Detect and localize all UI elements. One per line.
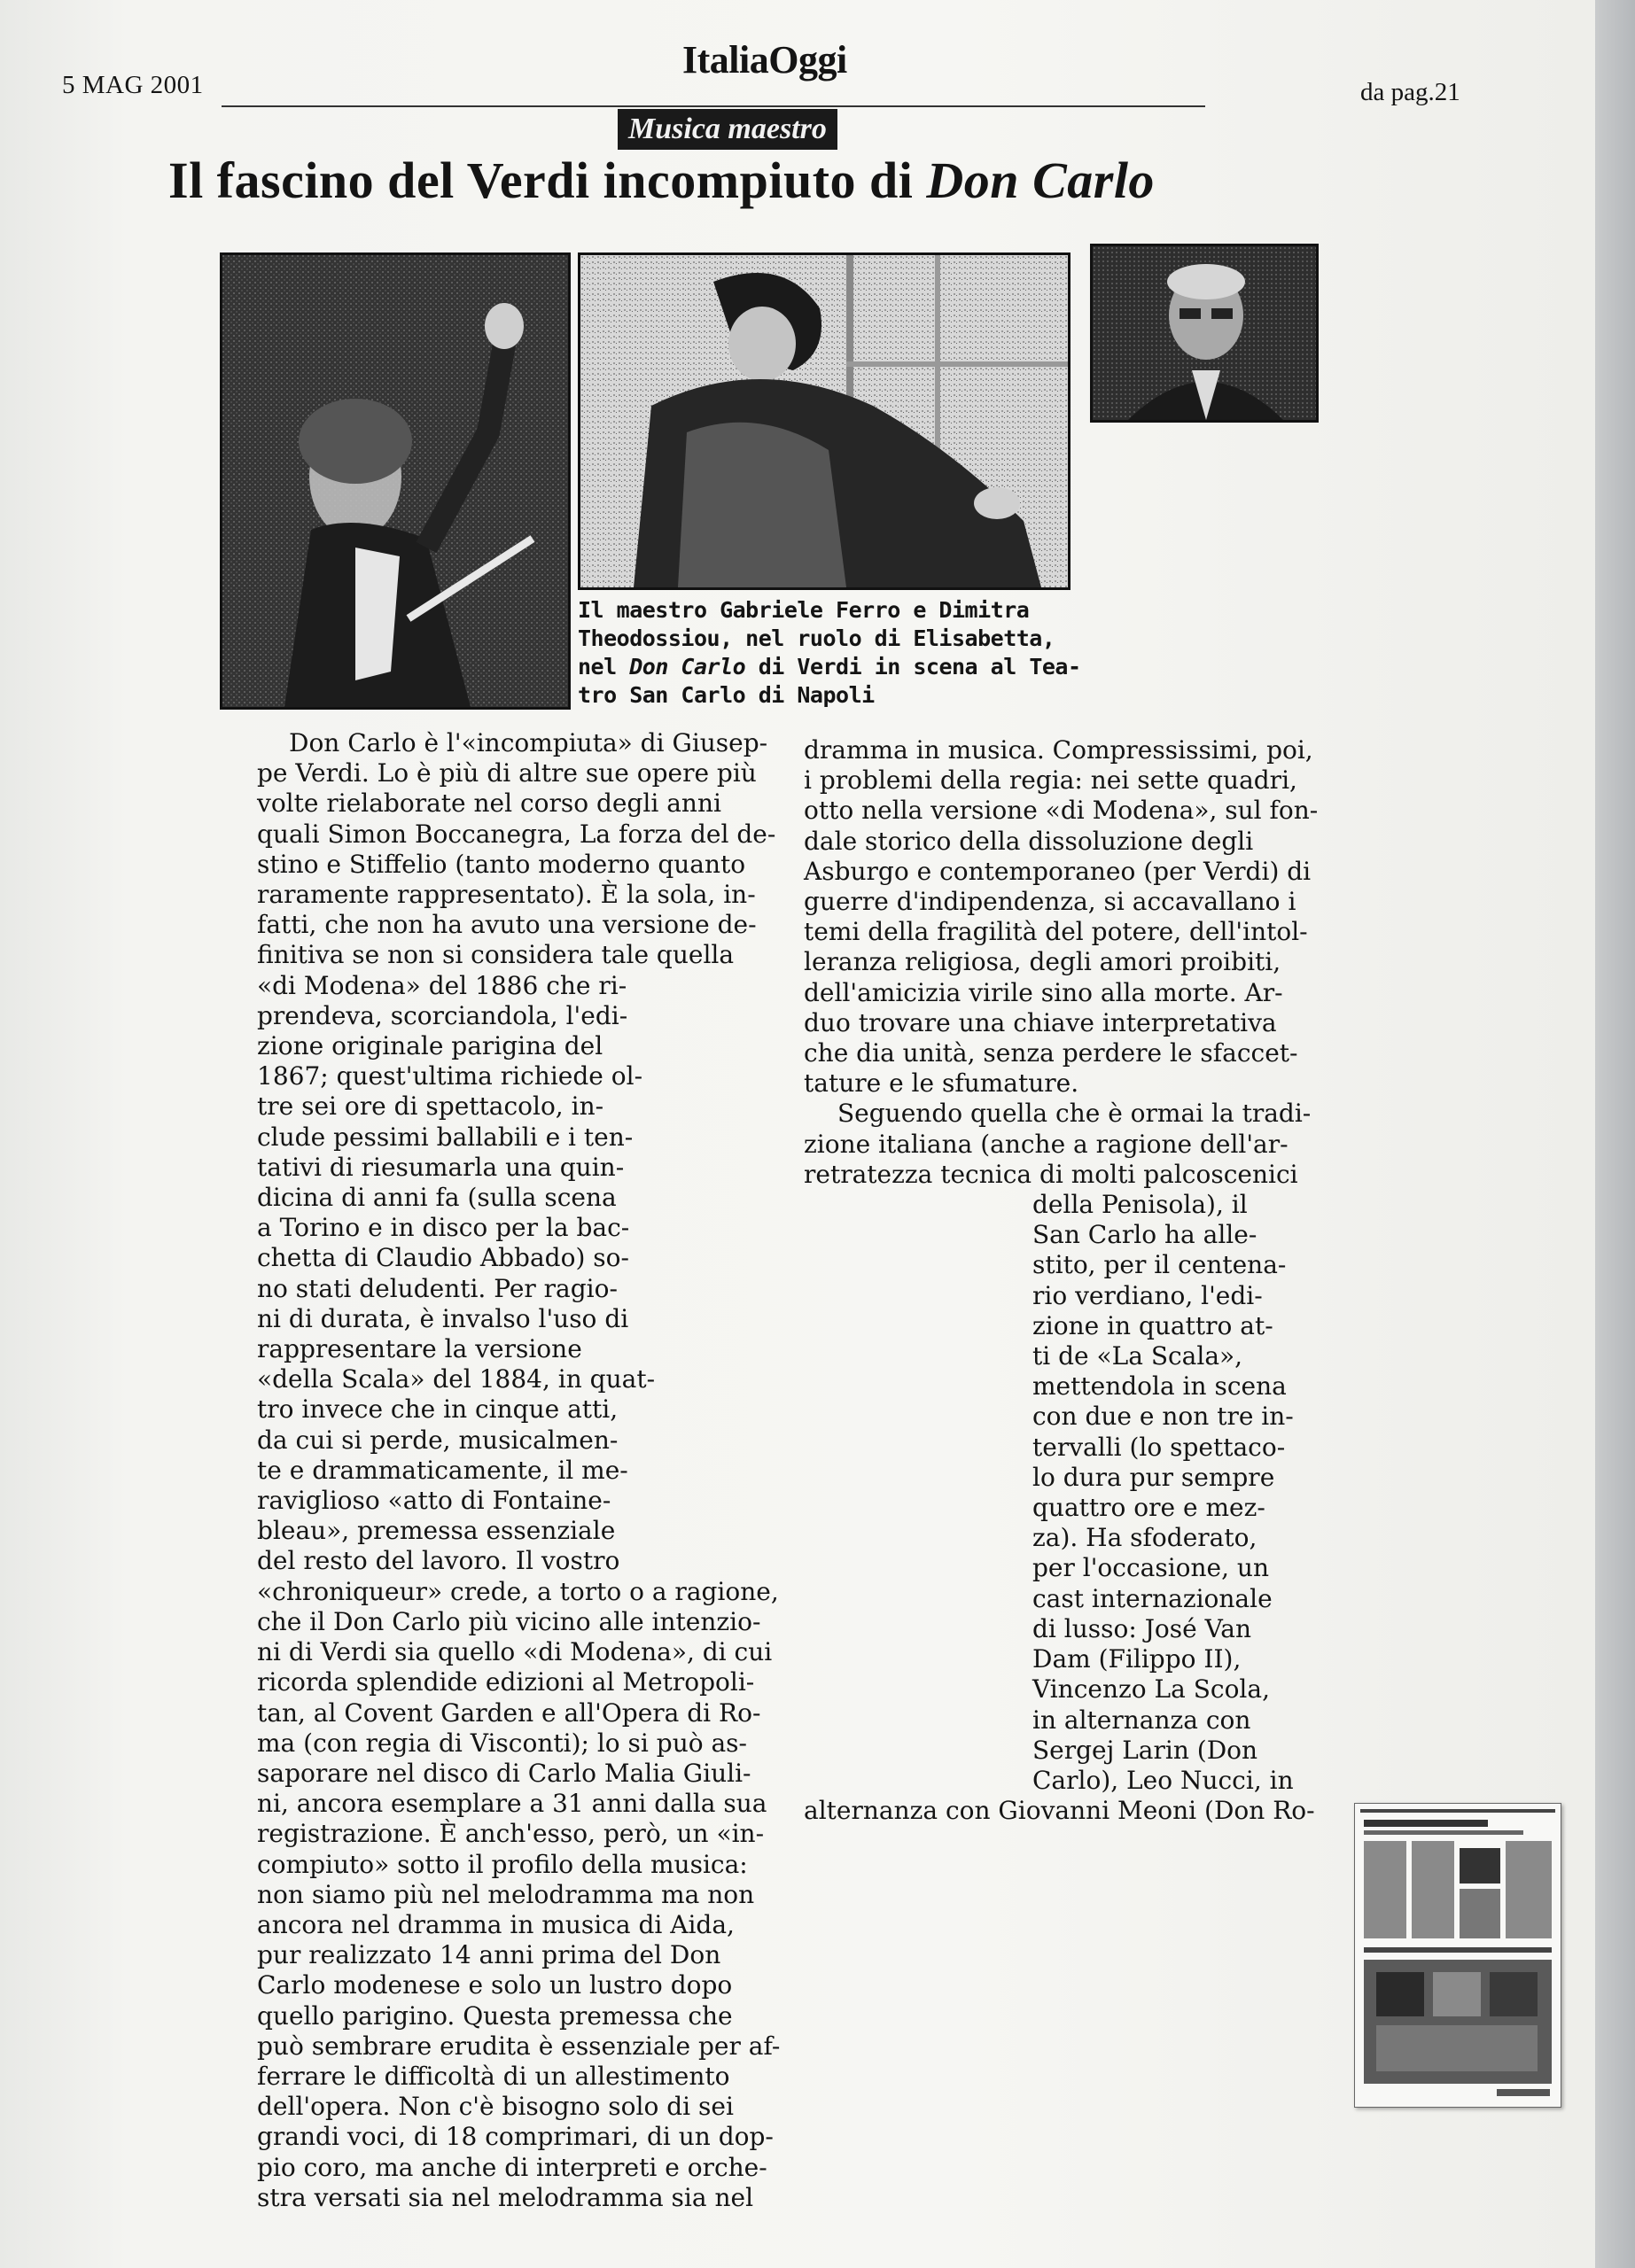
article-line: tan, al Covent Garden e all'Opera di Ro- bbox=[257, 1697, 761, 1728]
article-line: San Carlo ha alle- bbox=[1032, 1220, 1257, 1250]
article-line: zione originale parigina del bbox=[257, 1031, 603, 1061]
article-line: otto nella versione «di Modena», sul fon- bbox=[804, 796, 1319, 826]
article-line: guerre d'indipendenza, si accavallano i bbox=[804, 887, 1296, 917]
article-line: fatti, che non ha avuto una versione de- bbox=[257, 910, 757, 940]
article-line: zione italiana (anche a ragione dell'ar- bbox=[804, 1129, 1289, 1159]
headline-italic: Don Carlo bbox=[926, 151, 1155, 209]
article-line: pur realizzato 14 anni prima del Don bbox=[257, 1940, 721, 1970]
article-line: Asburgo e contemporaneo (per Verdi) di bbox=[804, 856, 1312, 886]
article-column-2 bbox=[804, 735, 1335, 1826]
page-thumbnail bbox=[1354, 1803, 1561, 2108]
article-line: alternanza con Giovanni Meoni (Don Ro- bbox=[804, 1796, 1315, 1826]
article-line: per l'occasione, un bbox=[1032, 1553, 1269, 1583]
article-line: quattro ore e mez- bbox=[1032, 1493, 1265, 1523]
article-line: pio coro, ma anche di interpreti e orche- bbox=[257, 2152, 767, 2182]
page-reference: da pag.21 bbox=[1360, 78, 1460, 106]
article-line: rio verdiano, l'edi- bbox=[1032, 1280, 1263, 1310]
article-line: ferrare le difficoltà di un allestimento bbox=[257, 2061, 730, 2091]
article-line: tro invece che in cinque atti, bbox=[257, 1394, 619, 1425]
article-line: di lusso: José Van bbox=[1032, 1613, 1251, 1643]
article-line: del resto del lavoro. Il vostro bbox=[257, 1546, 620, 1576]
article-line: tature e le sfumature. bbox=[804, 1068, 1079, 1099]
article-line: lo dura pur sempre bbox=[1032, 1462, 1275, 1492]
article-line: clude pessimi ballabili e i ten- bbox=[257, 1122, 634, 1152]
headline-main: Il fascino del Verdi incompiuto di bbox=[168, 151, 927, 209]
article-line: Don Carlo è l'«incompiuta» di Giusep- bbox=[289, 728, 768, 757]
article-line: ti de «La Scala», bbox=[1032, 1341, 1243, 1371]
article-line: Carlo), Leo Nucci, in bbox=[1032, 1765, 1294, 1795]
page-edge bbox=[1595, 0, 1635, 2268]
article-line: registrazione. È anch'esso, però, un «in- bbox=[257, 1819, 765, 1849]
article-line: chetta di Claudio Abbado) so- bbox=[257, 1243, 629, 1273]
article-column-1 bbox=[257, 728, 798, 2213]
article-line: ancora nel dramma in musica di Aida, bbox=[257, 1909, 735, 1939]
article-line: «di Modena» del 1886 che ri- bbox=[257, 970, 627, 1000]
article-line: Sergej Larin (Don bbox=[1032, 1735, 1258, 1765]
article-line: dell'opera. Non c'è bisogno solo di sei bbox=[257, 2092, 734, 2122]
article-line: «della Scala» del 1884, in quat- bbox=[257, 1364, 656, 1394]
article-line: duo trovare una chiave interpretativa bbox=[804, 1007, 1277, 1037]
article-line: compiuto» sotto il profilo della musica: bbox=[257, 1849, 748, 1879]
photo-portrait-image bbox=[1093, 246, 1316, 420]
issue-date: 5 MAG 2001 bbox=[62, 71, 204, 99]
article-line: raviglioso «atto di Fontaine- bbox=[257, 1486, 611, 1516]
caption-line: Il maestro Gabriele Ferro e Dimitra bbox=[578, 597, 1030, 623]
article-line: finitiva se non si considera tale quella bbox=[257, 940, 735, 970]
article-line: te e drammaticamente, il me- bbox=[257, 1455, 628, 1485]
article-line: non siamo più nel melodramma ma non bbox=[257, 1879, 755, 1909]
masthead: ItaliaOggi bbox=[682, 38, 847, 82]
photo-portrait bbox=[1090, 244, 1319, 423]
article-line: quali Simon Boccanegra, La forza del de- bbox=[257, 819, 776, 849]
page-thumbnail-image bbox=[1355, 1804, 1561, 2107]
article-line: i problemi della regia: nei sette quadri, bbox=[804, 765, 1297, 796]
photo-soprano bbox=[578, 252, 1071, 590]
article-line: quello parigino. Questa premessa che bbox=[257, 2000, 733, 2031]
article-line: che dia unità, senza perdere le sfaccet- bbox=[804, 1038, 1298, 1068]
article-line: leranza religiosa, degli amori proibiti, bbox=[804, 947, 1281, 977]
article-line: ricorda splendide edizioni al Metropoli- bbox=[257, 1667, 755, 1697]
article-line: za). Ha sfoderato, bbox=[1032, 1523, 1257, 1553]
article-line: dicina di anni fa (sulla scena bbox=[257, 1183, 617, 1213]
article-line: Carlo modenese e solo un lustro dopo bbox=[257, 1970, 733, 2000]
article-line: volte rielaborate nel corso degli anni bbox=[257, 788, 721, 819]
article-line: tativi di riesumarla una quin- bbox=[257, 1152, 625, 1182]
caption-text: di Verdi in scena al Tea- bbox=[745, 654, 1081, 680]
article-line: ni, ancora esemplare a 31 anni dalla sua bbox=[257, 1789, 767, 1819]
article-line: della Penisola), il bbox=[1032, 1190, 1248, 1220]
article-line: con due e non tre in- bbox=[1032, 1402, 1294, 1432]
article-line: stito, per il centena- bbox=[1032, 1250, 1287, 1280]
article-line: a Torino e in disco per la bac- bbox=[257, 1213, 630, 1243]
article-line: bleau», premessa essenziale bbox=[257, 1516, 616, 1546]
caption-line bbox=[578, 653, 1109, 681]
article-line: ni di Verdi sia quello «di Modena», di cui bbox=[257, 1637, 773, 1667]
article-line: dale storico della dissoluzione degli bbox=[804, 826, 1254, 856]
section-rubric: Musica maestro bbox=[618, 109, 837, 150]
article-line: grandi voci, di 18 comprimari, di un dop- bbox=[257, 2122, 774, 2152]
article-line: rappresentare la versione bbox=[257, 1334, 582, 1364]
article-line: raramente rappresentato). È la sola, in- bbox=[257, 880, 756, 910]
article-line: mettendola in scena bbox=[1032, 1371, 1287, 1402]
article-line: cast internazionale bbox=[1032, 1583, 1273, 1613]
photo-conductor bbox=[220, 252, 571, 710]
article-line: Vincenzo La Scola, bbox=[1032, 1674, 1270, 1705]
masthead-rule bbox=[222, 105, 1205, 107]
article-line: Seguendo quella che è ormai la tradi- bbox=[837, 1099, 1312, 1129]
article-line: tervalli (lo spettaco- bbox=[1032, 1432, 1286, 1462]
article-line: temi della fragilità del potere, dell'intol- bbox=[804, 917, 1308, 947]
caption-line: Theodossiou, nel ruolo di Elisabetta, bbox=[578, 625, 1055, 651]
headline bbox=[168, 151, 1427, 210]
article-line: «chroniqueur» crede, a torto o a ragione, bbox=[257, 1576, 779, 1606]
caption-italic: Don Carlo bbox=[629, 654, 746, 680]
article-line: stino e Stiffelio (tanto moderno quanto bbox=[257, 849, 746, 879]
caption-text: nel bbox=[578, 654, 630, 680]
article-line: tre sei ore di spettacolo, in- bbox=[257, 1091, 604, 1122]
article-line: in alternanza con bbox=[1032, 1705, 1251, 1735]
article-line: 1867; quest'ultima richiede ol- bbox=[257, 1061, 643, 1091]
article-line: saporare nel disco di Carlo Malia Giuli- bbox=[257, 1758, 751, 1788]
caption-line: tro San Carlo di Napoli bbox=[578, 682, 875, 708]
article-line: no stati deludenti. Per ragio- bbox=[257, 1273, 618, 1303]
article-line: può sembrare erudita è essenziale per af- bbox=[257, 2031, 781, 2061]
article-line: pe Verdi. Lo è più di altre sue opere più bbox=[257, 758, 757, 788]
article-line: retratezza tecnica di molti palcoscenici bbox=[804, 1159, 1298, 1189]
article-line: dramma in musica. Compressissimi, poi, bbox=[804, 735, 1313, 765]
article-line: che il Don Carlo più vicino alle intenzio- bbox=[257, 1606, 761, 1636]
photo-soprano-image bbox=[580, 255, 1068, 587]
article-line: stra versati sia nel melodramma sia nel bbox=[257, 2182, 754, 2212]
photo-caption bbox=[578, 596, 1109, 710]
photo-conductor-image bbox=[222, 255, 568, 707]
article-line: zione in quattro at- bbox=[1032, 1310, 1273, 1340]
article-line: da cui si perde, musicalmen- bbox=[257, 1425, 619, 1455]
article-line: dell'amicizia virile sino alla morte. Ar- bbox=[804, 977, 1283, 1007]
article-line: ni di durata, è invalso l'uso di bbox=[257, 1303, 629, 1333]
article-line: prendeva, scorciandola, l'edi- bbox=[257, 1000, 628, 1030]
article-line: Dam (Filippo II), bbox=[1032, 1644, 1242, 1674]
article-line: ma (con regia di Visconti); lo si può as- bbox=[257, 1728, 748, 1758]
